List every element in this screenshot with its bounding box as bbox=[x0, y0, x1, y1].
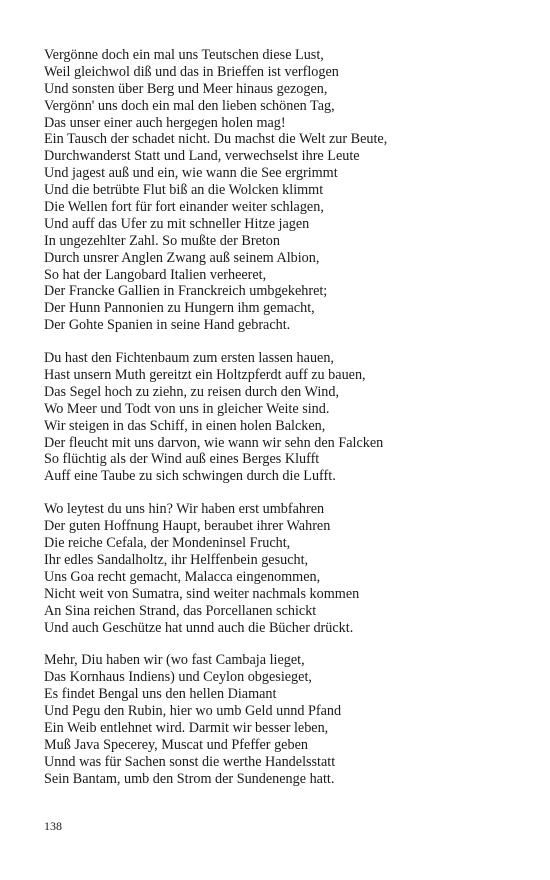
verse-line: Weil gleichwol diß und das in Brieffen ist verflogen bbox=[44, 63, 339, 80]
verse-line: Der guten Hoffnung Haupt, beraubet ihrer Wahren bbox=[44, 518, 331, 535]
verse-line: So hat der Langobard Italien verheeret, bbox=[44, 266, 267, 283]
stanza-4 bbox=[44, 652, 524, 787]
verse-line: Auff eine Taube zu sich schwingen durch die Lufft. bbox=[44, 468, 336, 485]
verse-line: Uns Goa recht gemacht, Malacca eingenommen, bbox=[44, 568, 321, 585]
verse-line: Mehr, Diu haben wir (wo fast Cambaja lieget, bbox=[44, 652, 305, 669]
verse-line: Die Wellen fort für fort einander weiter schlagen, bbox=[44, 199, 324, 216]
verse-line: Das Segel hoch zu ziehn, zu reisen durch den Wind, bbox=[44, 383, 340, 400]
poem-text bbox=[44, 47, 524, 804]
verse-line: Hast unsern Muth gereitzt ein Holtzpferdt auff zu bauen, bbox=[44, 367, 366, 384]
verse-line: Ein Tausch der schadet nicht. Du machst die Welt zur Beute, bbox=[44, 131, 388, 148]
verse-line: In ungezehlter Zahl. So mußte der Breton bbox=[44, 232, 280, 249]
verse-line: Ein Weib entlehnet wird. Darmit wir besser leben, bbox=[44, 719, 329, 736]
verse-line: Es findet Bengal uns den hellen Diamant bbox=[44, 686, 277, 703]
verse-line: Du hast den Fichtenbaum zum ersten lassen hauen, bbox=[44, 350, 334, 367]
verse-line: Und auch Geschütze hat unnd auch die Bücher drückt. bbox=[44, 619, 354, 636]
verse-line: Wir steigen in das Schiff, in einen holen Balcken, bbox=[44, 417, 326, 434]
page-number: 138 bbox=[44, 819, 62, 833]
verse-line: Der Hunn Pannonien zu Hungern ihm gemacht, bbox=[44, 300, 315, 317]
stanza-3 bbox=[44, 501, 524, 636]
verse-line: Der Francke Gallien in Franckreich umbgekehret; bbox=[44, 283, 328, 300]
verse-line: Wo leytest du uns hin? Wir haben erst umbfahren bbox=[44, 501, 325, 518]
verse-line: Ihr edles Sandalholtz, ihr Helffenbein gesucht, bbox=[44, 551, 309, 568]
verse-line: Wo Meer und Todt von uns in gleicher Weite sind. bbox=[44, 400, 330, 417]
verse-line: An Sina reichen Strand, das Porcellanen schickt bbox=[44, 602, 317, 619]
verse-line: Vergönn' uns doch ein mal den lieben schönen Tag, bbox=[44, 97, 335, 114]
verse-line: Und jagest auß und ein, wie wann die See ergrimmt bbox=[44, 165, 338, 182]
stanza-1 bbox=[44, 47, 524, 334]
verse-line: Und sonsten über Berg und Meer hinaus gezogen, bbox=[44, 80, 328, 97]
verse-line: Unnd was für Sachen sonst die werthe Handelsstatt bbox=[44, 753, 336, 770]
verse-line: So flüchtig als der Wind auß eines Berges Klufft bbox=[44, 451, 320, 468]
verse-line: Das unser einer auch hergegen holen mag! bbox=[44, 114, 286, 131]
verse-line: Das Kornhaus Indiens) und Ceylon obgesieget, bbox=[44, 669, 312, 686]
verse-line: Der fleucht mit uns darvon, wie wann wir sehn den Falcken bbox=[44, 434, 384, 451]
verse-line: Und die betrübte Flut biß an die Wolcken klimmt bbox=[44, 182, 324, 199]
verse-line: Durchwanderst Statt und Land, verwechselst ihre Leute bbox=[44, 148, 360, 165]
verse-line: Die reiche Cefala, der Mondeninsel Frucht, bbox=[44, 535, 291, 552]
verse-line: Muß Java Specerey, Muscat und Pfeffer geben bbox=[44, 736, 308, 753]
verse-line: Durch unsrer Anglen Zwang auß seinem Albion, bbox=[44, 249, 320, 266]
verse-line: Und auff das Ufer zu mit schneller Hitze jagen bbox=[44, 215, 310, 232]
verse-line: Und Pegu den Rubin, hier wo umb Geld unnd Pfand bbox=[44, 703, 342, 720]
verse-line: Der Gohte Spanien in seine Hand gebracht. bbox=[44, 317, 291, 334]
verse-line: Vergönne doch ein mal uns Teutschen diese Lust, bbox=[44, 47, 324, 63]
verse-line: Nicht weit von Sumatra, sind weiter nachmals kommen bbox=[44, 585, 360, 602]
stanza-2 bbox=[44, 350, 524, 485]
verse-line: Sein Bantam, umb den Strom der Sundenenge hatt. bbox=[44, 770, 335, 787]
